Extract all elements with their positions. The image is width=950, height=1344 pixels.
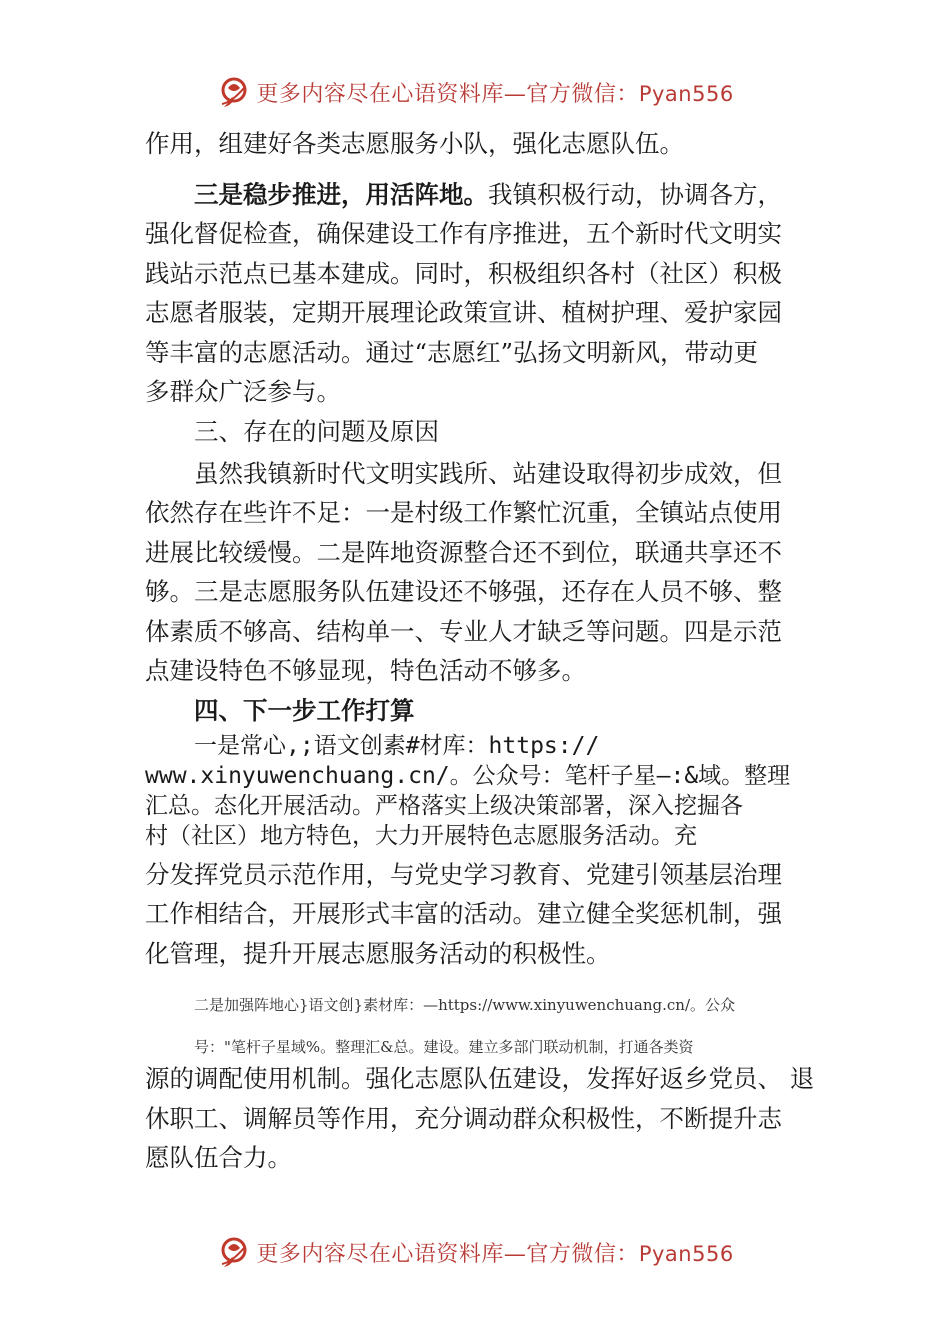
paragraph-2: 三是稳步推进，用活阵地。我镇积极行动，协调各方， 强化督促检查，确保建设工作有序推进，五个新时代文明实 践站示范点已基本建成。同时，积极组织各村（社区）积极 志愿者服装，定期开展理论政策宣讲、植树护理、爱护家园 等丰富的志愿活动。通过“志愿红”弘扬文明新风，带动更 多群众广泛参与。 [145,179,782,406]
rose-logo-icon [216,1234,252,1270]
section-heading-3: 三、存在的问题及原因 [194,416,439,446]
paragraph-5-small: 二是加强阵地心}语文创}素材库：—https://www.xinyuwenchuang.cn/。公众 号："笔杆子星域%。整理汇&总。建设。建立多部门联动机制，打通各类资 [194,996,736,1056]
paragraph-4-ocr: 一是常心,;语文创素#材库：https:// www.xinyuwenchuang.cn/。公众号：笔杆子星—:&域。整理 汇总。态化开展活动。严格落实上级决策部署，深入挖掘各 村（社区）地方特色，大力开展特色志愿服务活动。充 [145,732,791,849]
paragraph-2-lead: 三是稳步推进，用活阵地。 [194,179,488,209]
header-watermark-banner [0,72,950,112]
footer-watermark-banner [0,1232,950,1272]
paragraph-5: 源的调配使用机制。强化志愿队伍建设，发挥好返乡党员、 退 休职工、调解员等作用，充分调动群众积极性，不断提升志 愿队伍合力。 [145,1064,815,1172]
banner-text: 更多内容尽在心语资料库—官方微信：Pyan556 [256,81,734,107]
document-body [145,124,815,1178]
rose-logo-icon [216,74,252,110]
paragraph-1: 作用，组建好各类志愿服务小队，强化志愿队伍。 [145,129,684,158]
paragraph-3: 虽然我镇新时代文明实践所、站建设取得初步成效，但 依然存在些许不足：一是村级工作繁忙沉重，全镇站点使用 进展比较缓慢。二是阵地资源整合还不到位，联通共享还不 够。三是志愿服务队伍建设还不够强，还存在人员不够、整 体素质不够高、结构单一、专业人才缺乏等问题。四是示范 点建设特色不够显现，特色活动不够多。 [145,458,782,685]
paragraph-4: 分发挥党员示范作用，与党史学习教育、党建引领基层治理 工作相结合，开展形式丰富的活动。建立健全奖惩机制，强 化管理，提升开展志愿服务活动的积极性。 [145,859,782,968]
section-heading-4: 四、下一步工作打算 [194,695,415,725]
banner-text: 更多内容尽在心语资料库—官方微信：Pyan556 [256,1241,734,1267]
